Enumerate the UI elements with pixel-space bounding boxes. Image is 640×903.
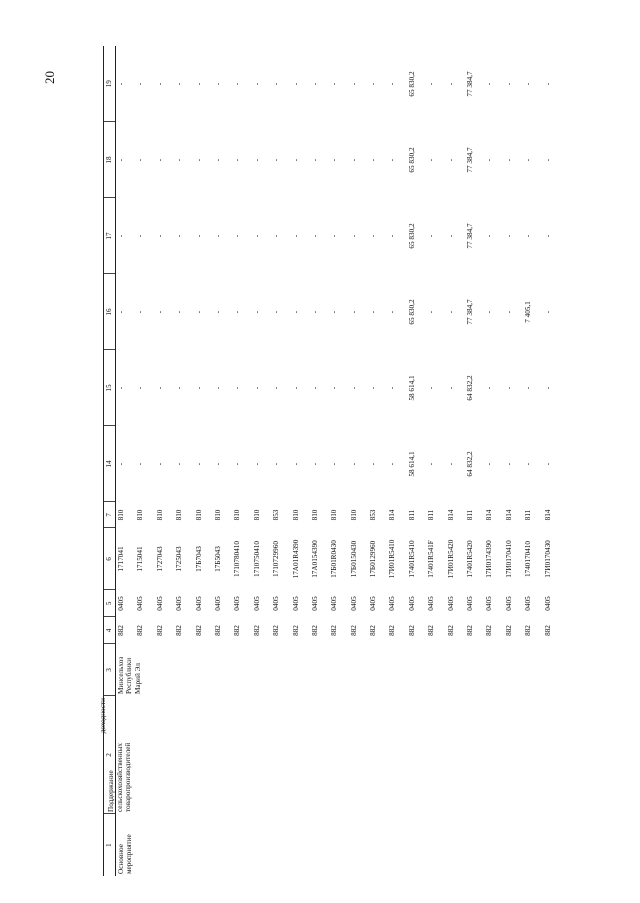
cell-c4: 882 <box>330 625 339 636</box>
cell-c6: 1710780410 <box>233 541 242 577</box>
column-header-4: 4 <box>104 617 116 644</box>
cell-c15: - <box>369 386 378 390</box>
cell-c5: 0405 <box>136 596 145 611</box>
cell-c19: - <box>349 82 358 86</box>
cell-c17: - <box>388 234 397 238</box>
cell-c14: - <box>136 462 145 466</box>
cell-c18: - <box>388 158 397 162</box>
cell-c14: - <box>291 462 300 466</box>
cell-c17: - <box>117 234 125 238</box>
cell-c4: 882 <box>213 625 222 636</box>
cell-c16: 77 384,7 <box>466 299 475 325</box>
cell-c14: - <box>310 462 319 466</box>
cell-c16: - <box>175 310 184 314</box>
table-row <box>116 46 136 876</box>
cell-c7: 810 <box>291 509 300 521</box>
cell-c14: - <box>524 462 533 466</box>
cell-c4: 882 <box>252 625 261 636</box>
cell-c17: - <box>194 234 203 238</box>
cell-c19: - <box>213 82 222 86</box>
cell-c15: - <box>272 386 281 390</box>
cell-c5: 0405 <box>291 596 300 611</box>
cell-c19: - <box>194 82 203 86</box>
cell-c7: 811 <box>407 509 416 521</box>
cell-c7: 810 <box>155 509 164 521</box>
cell-c16: - <box>504 310 513 314</box>
cell-c5: 0405 <box>175 596 184 611</box>
cell-c5: 0405 <box>272 596 281 611</box>
column-header-15: 15 <box>104 350 116 426</box>
cell-c17: - <box>543 234 552 238</box>
cell-c4: 882 <box>407 625 416 636</box>
cell-c19: 65 830,2 <box>407 71 416 97</box>
cell-c14: - <box>194 462 203 466</box>
cell-main-activity: Основное мероприятие <box>117 834 134 874</box>
cell-c7: 814 <box>504 509 513 521</box>
cell-c18: - <box>543 158 552 162</box>
cell-c5: 0405 <box>252 596 261 611</box>
cell-c7: 814 <box>446 509 455 521</box>
cell-c17: - <box>136 234 145 238</box>
cell-c4: 882 <box>272 625 281 636</box>
cell-c15: - <box>310 386 319 390</box>
cell-c6: 17А01R4390 <box>291 539 300 579</box>
column-header-7: 7 <box>104 502 116 528</box>
cell-c15: - <box>291 386 300 390</box>
cell-c7: 814 <box>543 509 552 521</box>
cell-c6: 17401R5410 <box>407 540 416 578</box>
cell-c17: 77 384,7 <box>466 223 475 249</box>
cell-c15: 64 832,2 <box>466 375 475 401</box>
cell-c17: - <box>330 234 339 238</box>
cell-c4: 882 <box>427 625 436 636</box>
cell-c5: 0405 <box>485 596 494 611</box>
cell-c15: - <box>349 386 358 390</box>
cell-c18: - <box>524 158 533 162</box>
cell-c7: 810 <box>136 509 145 521</box>
cell-c6: 1725043 <box>175 546 184 572</box>
cell-c19: - <box>233 82 242 86</box>
cell-c4: 882 <box>466 625 475 636</box>
cell-c17: - <box>369 234 378 238</box>
cell-c4: 882 <box>524 625 533 636</box>
cell-c15: - <box>524 386 533 390</box>
cell-c17: - <box>427 234 436 238</box>
activity-name-text: Поддержание сельскохозяйственных товаропроизводителей <box>107 742 132 812</box>
cell-c5: 0405 <box>194 596 203 611</box>
cell-c4: 882 <box>233 625 242 636</box>
cell-c18: - <box>446 158 455 162</box>
cell-c14: - <box>330 462 339 466</box>
cell-c5: 0405 <box>330 596 339 611</box>
cell-c7: 811 <box>524 509 533 521</box>
cell-c5: 0405 <box>369 596 378 611</box>
cell-c18: - <box>485 158 494 162</box>
cell-c18: - <box>194 158 203 162</box>
cell-c7: 810 <box>194 509 203 521</box>
cell-c15: - <box>117 386 125 390</box>
cell-c6: 17И01R5420 <box>446 539 455 579</box>
cell-c17: - <box>446 234 455 238</box>
cell-c19: - <box>330 82 339 86</box>
cell-c16: 7 405,1 <box>524 301 533 323</box>
column-header-16: 16 <box>104 274 116 350</box>
cell-c18: - <box>310 158 319 162</box>
cell-c15: - <box>194 386 203 390</box>
cell-c17: - <box>349 234 358 238</box>
cell-c14: - <box>117 462 125 466</box>
cell-c16: - <box>310 310 319 314</box>
cell-c7: 810 <box>117 509 125 521</box>
cell-c14: - <box>543 462 552 466</box>
cell-c15: - <box>446 386 455 390</box>
cell-c16: - <box>427 310 436 314</box>
cell-c15: - <box>543 386 552 390</box>
cell-c14: - <box>427 462 436 466</box>
cell-c15: - <box>427 386 436 390</box>
cell-c19: - <box>485 82 494 86</box>
column-header-14: 14 <box>104 426 116 502</box>
cell-c14: 64 832,2 <box>466 451 475 477</box>
cell-c17: - <box>485 234 494 238</box>
cell-c6: 1715041 <box>136 546 145 572</box>
cell-c19: - <box>252 82 261 86</box>
cell-executor: Минсельхоз Республики Марий Эл <box>117 656 142 694</box>
column-header-19: 19 <box>104 46 116 122</box>
cell-c19: - <box>175 82 184 86</box>
cell-c18: - <box>213 158 222 162</box>
cell-c7: 810 <box>233 509 242 521</box>
cell-c14: - <box>446 462 455 466</box>
cell-c19: - <box>427 82 436 86</box>
cell-c6: 1740170410 <box>524 541 533 577</box>
cell-c5: 0405 <box>233 596 242 611</box>
cell-c16: - <box>252 310 261 314</box>
cell-c4: 882 <box>485 625 494 636</box>
cell-c18: - <box>272 158 281 162</box>
cell-c14: - <box>233 462 242 466</box>
cell-c15: - <box>330 386 339 390</box>
cell-c18: - <box>349 158 358 162</box>
cell-c5: 0405 <box>407 596 416 611</box>
cell-c14: - <box>155 462 164 466</box>
cell-c18: - <box>233 158 242 162</box>
cell-c19: - <box>446 82 455 86</box>
cell-c7: 810 <box>175 509 184 521</box>
cell-c17: - <box>175 234 184 238</box>
column-header-5: 5 <box>104 590 116 617</box>
cell-c14: - <box>504 462 513 466</box>
cell-c19: - <box>291 82 300 86</box>
cell-c6: 17401R541F <box>427 540 436 578</box>
cell-c18: - <box>427 158 436 162</box>
cell-c4: 882 <box>117 625 125 636</box>
cell-c19: - <box>272 82 281 86</box>
cell-c6: 17Б5043 <box>213 546 222 572</box>
cell-c5: 0405 <box>524 596 533 611</box>
cell-c4: 882 <box>291 625 300 636</box>
cell-c17: - <box>252 234 261 238</box>
cell-c19: - <box>504 82 513 86</box>
cell-c6: 17И0170410 <box>504 540 513 578</box>
cell-c15: - <box>485 386 494 390</box>
cell-c14: - <box>349 462 358 466</box>
cell-c5: 0405 <box>349 596 358 611</box>
cell-c6: 17Б0150430 <box>349 540 358 578</box>
cell-c17: - <box>155 234 164 238</box>
cell-c14: - <box>272 462 281 466</box>
cell-c4: 882 <box>388 625 397 636</box>
cell-c19: - <box>136 82 145 86</box>
cell-c17: - <box>291 234 300 238</box>
cell-c16: - <box>136 310 145 314</box>
cell-c18: 77 384,7 <box>466 147 475 173</box>
cell-c19: - <box>310 82 319 86</box>
cell-c7: 814 <box>388 509 397 521</box>
cell-c7: 853 <box>369 509 378 521</box>
cell-c18: - <box>330 158 339 162</box>
cell-c7: 810 <box>349 509 358 521</box>
cell-c4: 882 <box>446 625 455 636</box>
cell-c19: 77 384,7 <box>466 71 475 97</box>
cell-c6: 1710750410 <box>252 541 261 577</box>
cell-c6: 17И0174390 <box>485 540 494 578</box>
cell-c16: - <box>369 310 378 314</box>
cell-c7: 810 <box>252 509 261 521</box>
cell-c6: 17Б0129960 <box>369 540 378 578</box>
cell-c18: - <box>291 158 300 162</box>
budget-table <box>99 46 562 876</box>
cell-c6: 17А0154390 <box>310 540 319 578</box>
cell-c4: 882 <box>175 625 184 636</box>
cell-c4: 882 <box>194 625 203 636</box>
cell-c6: 17И0170430 <box>543 540 552 578</box>
cell-c6: 17Б01R0430 <box>330 540 339 578</box>
cell-c7: 853 <box>272 509 281 521</box>
cell-c19: - <box>524 82 533 86</box>
cell-c5: 0405 <box>213 596 222 611</box>
cell-c16: - <box>213 310 222 314</box>
cell-c6: 17401R5420 <box>466 540 475 578</box>
page-number: 20 <box>42 71 57 84</box>
cell-c15: - <box>233 386 242 390</box>
cell-c7: 810 <box>310 509 319 521</box>
cell-c6: 17И01R5410 <box>388 539 397 579</box>
cell-c6: 1717041 <box>117 546 125 572</box>
cell-c16: - <box>233 310 242 314</box>
activity-name-extra: доходности <box>99 698 107 734</box>
cell-c5: 0405 <box>427 596 436 611</box>
cell-c16: - <box>330 310 339 314</box>
cell-c6: 1710729960 <box>272 541 281 577</box>
cell-c4: 882 <box>136 625 145 636</box>
cell-c16: - <box>272 310 281 314</box>
cell-c4: 882 <box>349 625 358 636</box>
cell-c16: - <box>388 310 397 314</box>
cell-c15: - <box>175 386 184 390</box>
cell-c17: - <box>233 234 242 238</box>
column-header-2: 2 <box>104 696 116 814</box>
cell-c17: 65 830,2 <box>407 223 416 249</box>
cell-activity-name <box>99 696 562 814</box>
cell-c6: 1727043 <box>155 546 164 572</box>
column-header-17: 17 <box>104 198 116 274</box>
cell-c4: 882 <box>369 625 378 636</box>
cell-c16: - <box>543 310 552 314</box>
cell-c7: 811 <box>466 509 475 521</box>
cell-c14: - <box>485 462 494 466</box>
cell-c18: - <box>252 158 261 162</box>
cell-c17: - <box>504 234 513 238</box>
column-header-6: 6 <box>104 528 116 590</box>
column-header-1: 1 <box>104 814 116 876</box>
cell-c16: - <box>194 310 203 314</box>
cell-c16: - <box>291 310 300 314</box>
cell-c15: - <box>155 386 164 390</box>
cell-c17: - <box>524 234 533 238</box>
cell-c7: 810 <box>213 509 222 521</box>
column-header-18: 18 <box>104 122 116 198</box>
cell-c18: - <box>117 158 125 162</box>
cell-c14: - <box>388 462 397 466</box>
cell-c15: - <box>388 386 397 390</box>
cell-c17: - <box>272 234 281 238</box>
cell-c15: - <box>136 386 145 390</box>
cell-c18: - <box>369 158 378 162</box>
cell-c16: - <box>117 310 125 314</box>
cell-c5: 0405 <box>504 596 513 611</box>
cell-c16: - <box>446 310 455 314</box>
cell-c15: - <box>504 386 513 390</box>
cell-c4: 882 <box>504 625 513 636</box>
cell-c16: 65 830,2 <box>407 299 416 325</box>
cell-c16: - <box>485 310 494 314</box>
cell-c14: - <box>175 462 184 466</box>
cell-c18: - <box>155 158 164 162</box>
cell-c4: 882 <box>155 625 164 636</box>
cell-c5: 0405 <box>466 596 475 611</box>
cell-c18: 65 830,2 <box>407 147 416 173</box>
cell-c19: - <box>388 82 397 86</box>
cell-c19: - <box>155 82 164 86</box>
cell-c7: 814 <box>485 509 494 521</box>
cell-c15: - <box>252 386 261 390</box>
cell-c17: - <box>310 234 319 238</box>
cell-c19: - <box>369 82 378 86</box>
cell-c5: 0405 <box>388 596 397 611</box>
cell-c18: - <box>136 158 145 162</box>
cell-c7: 811 <box>427 509 436 521</box>
cell-c5: 0405 <box>155 596 164 611</box>
cell-c5: 0405 <box>543 596 552 611</box>
cell-c7: 810 <box>330 509 339 521</box>
cell-c14: - <box>213 462 222 466</box>
cell-c6: 17Б7043 <box>194 546 203 572</box>
cell-c14: - <box>252 462 261 466</box>
cell-c19: - <box>117 82 125 86</box>
cell-c5: 0405 <box>117 596 125 611</box>
cell-c18: - <box>504 158 513 162</box>
cell-c4: 882 <box>543 625 552 636</box>
cell-c15: - <box>213 386 222 390</box>
cell-c16: - <box>349 310 358 314</box>
cell-c14: 58 614,1 <box>407 451 416 477</box>
cell-c5: 0405 <box>446 596 455 611</box>
rotated-table-container <box>99 46 565 876</box>
column-header-3: 3 <box>104 644 116 696</box>
cell-c4: 882 <box>310 625 319 636</box>
cell-c18: - <box>175 158 184 162</box>
cell-c16: - <box>155 310 164 314</box>
cell-c17: - <box>213 234 222 238</box>
cell-c14: - <box>369 462 378 466</box>
cell-c15: 58 614,1 <box>407 375 416 401</box>
cell-c5: 0405 <box>310 596 319 611</box>
cell-c19: - <box>543 82 552 86</box>
